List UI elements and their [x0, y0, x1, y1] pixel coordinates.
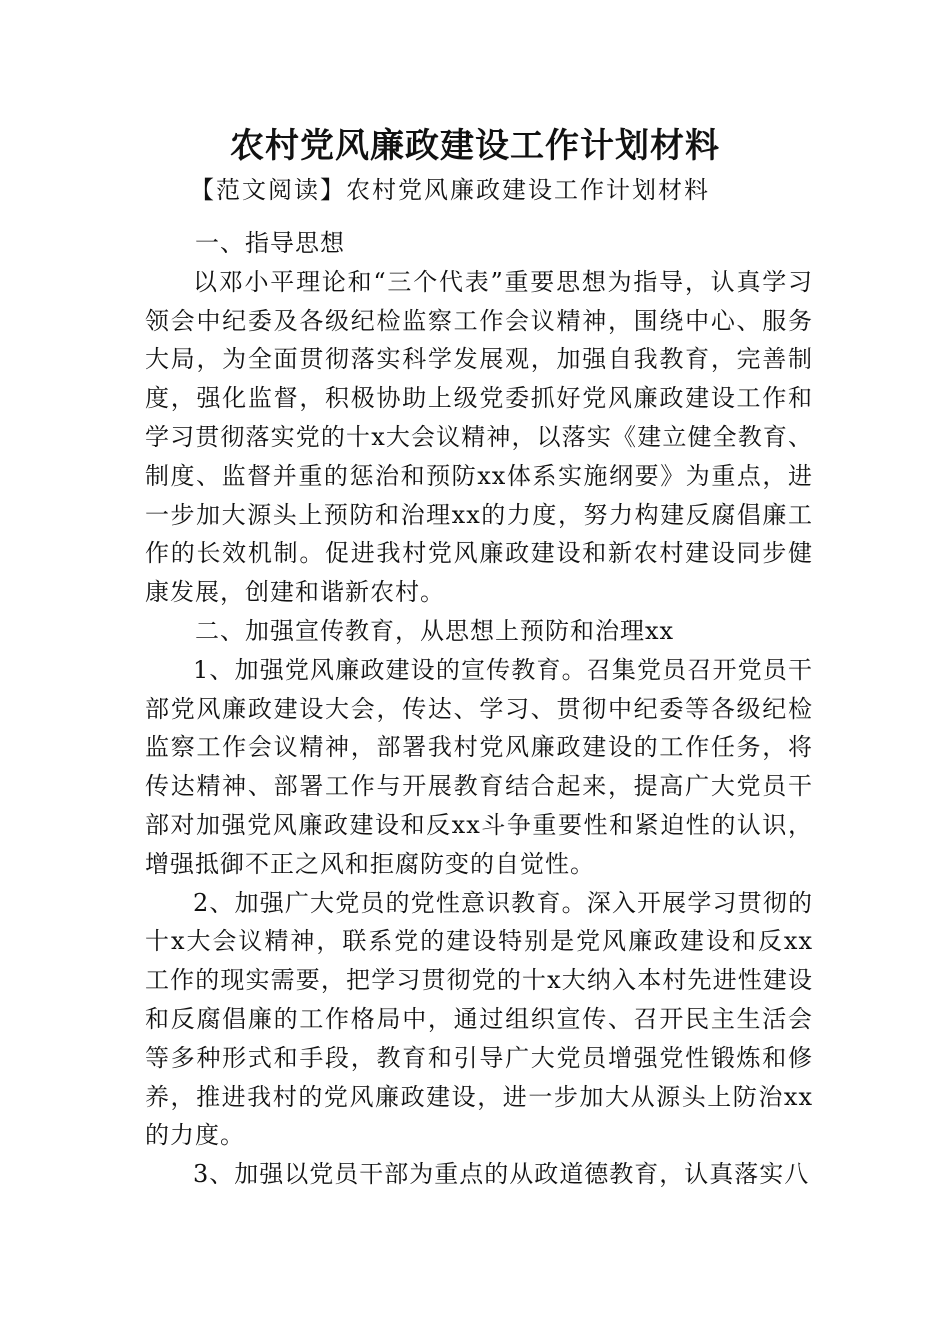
- section-heading: 二、加强宣传教育，从思想上预防和治理xx: [195, 616, 675, 645]
- document-subtitle: 【范文阅读】农村党风廉政建设工作计划材料: [190, 176, 710, 204]
- paragraph: 1、加强党风廉政建设的宣传教育。召集党员召开党员干部党风廉政建设大会，传达、学习、贯彻中纪委等各级纪检监察工作会议精神，部署我村党风廉政建设的工作任务，将传达精神、部署工作与开展教育结合起来，提高广大党员干部对加强党风廉政建设和反xx斗争重要性和紧迫性的认识，增强抵御不正之风和拒腐防变的自觉性。: [145, 655, 813, 878]
- section-heading: 一、指导思想: [195, 229, 345, 257]
- document-body: [145, 224, 813, 1194]
- paragraph: 3、加强以党员干部为重点的从政道德教育，认真落实八: [193, 1160, 810, 1189]
- paragraph: 2、加强广大党员的党性意识教育。深入开展学习贯彻的十x大会议精神，联系党的建设特别是党风廉政建设和反xx工作的现实需要，把学习贯彻党的十x大纳入本村先进性建设和反腐倡廉的工作格局中，通过组织宣传、召开民主生活会等多种形式和手段，教育和引导广大党员增强党性锻炼和修养，推进我村的党风廉政建设，进一步加大从源头上防治xx的力度。: [145, 888, 813, 1150]
- paragraph: 以邓小平理论和“三个代表”重要思想为指导，认真学习领会中纪委及各级纪检监察工作会议精神，围绕中心、服务大局，为全面贯彻落实科学发展观，加强自我教育，完善制度，强化监督，积极协助上级党委抓好党风廉政建设工作和学习贯彻落实党的十x大会议精神，以落实《建立健全教育、制度、监督并重的惩治和预防xx体系实施纲要》为重点，进一步加大源头上预防和治理xx的力度，努力构建反腐倡廉工作的长效机制。促进我村党风廉政建设和新农村建设同步健康发展，创建和谐新农村。: [145, 267, 813, 607]
- document-title: 农村党风廉政建设工作计划材料: [230, 126, 720, 166]
